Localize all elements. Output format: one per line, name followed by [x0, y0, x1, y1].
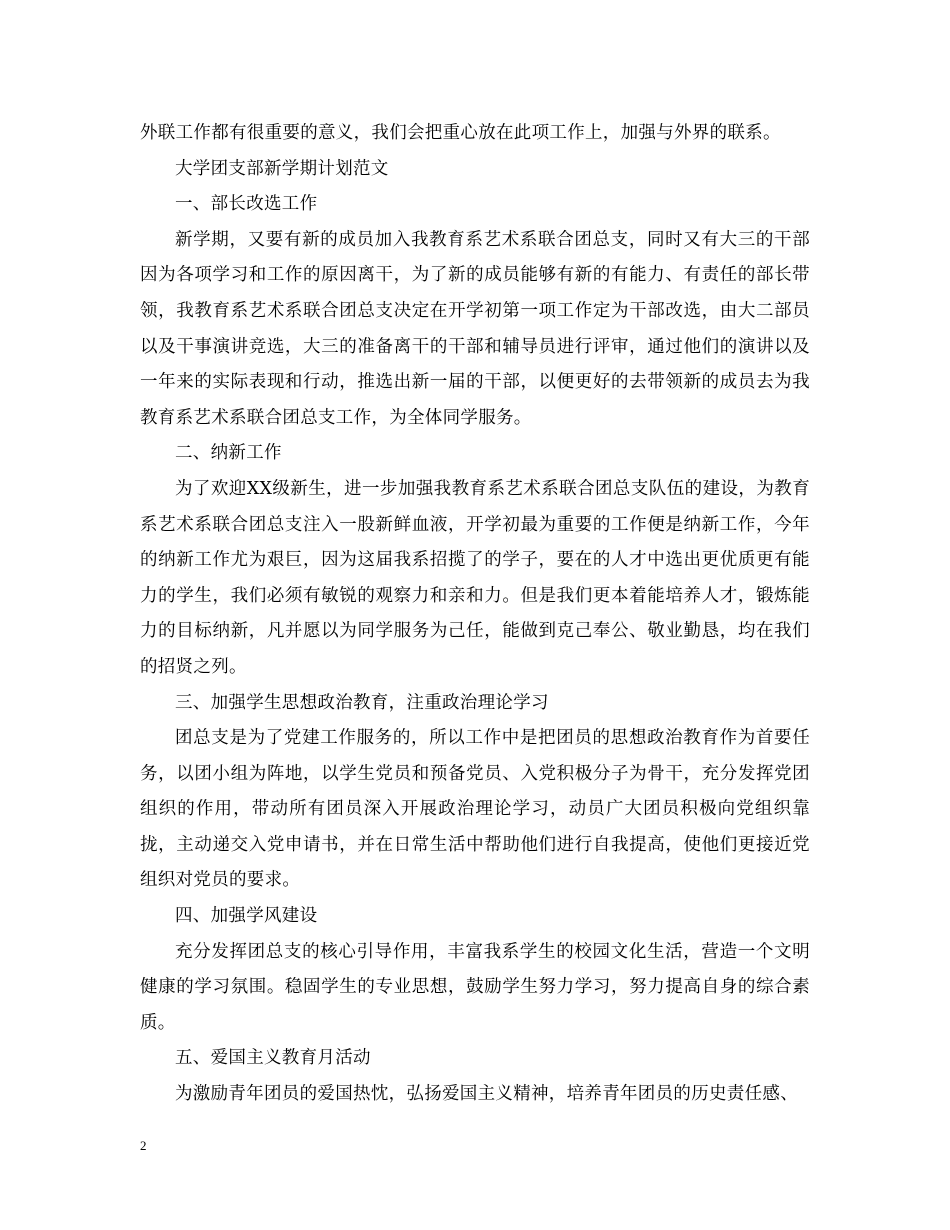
section-body-3: 团总支是为了党建工作服务的，所以工作中是把团员的思想政治教育作为首要任务，以团小组为阵地，以学生党员和预备党员、入党积极分子为骨干，充分发挥党团组织的作用，带动所有团员深入开展政治理论学习，动员广大团员积极向党组织靠拢，主动递交入党申请书，并在日常生活中帮助他们进行自我提高，使他们更接近党组织对党员的要求。 — [140, 728, 810, 891]
section-heading-1: 一、部长改选工作 — [175, 194, 318, 215]
section-heading-5: 五、爱国主义教育月活动 — [175, 1048, 371, 1069]
section-body-2: 为了欢迎XX级新生，进一步加强我教育系艺术系联合团总支队伍的建设，为教育系艺术系联合团总支注入一股新鲜血液，开学初最为重要的工作便是纳新工作，今年的纳新工作尤为艰巨，因为这届我系招揽了的学子，要在的人才中选出更优质更有能力的学生，我们必须有敏锐的观察力和亲和力。但是我们更本着能培养人才，锻炼能力的目标纳新，凡并愿以为同学服务为己任，能做到克己奉公、敬业勤恳，均在我们的招贤之列。 — [140, 478, 810, 677]
document-title: 大学团支部新学期计划范文 — [175, 158, 389, 179]
section-body-5: 为激励青年团员的爱国热忱，弘扬爱国主义精神，培养青年团员的历史责任感、 — [175, 1084, 798, 1105]
paragraph-continuation: 外联工作都有很重要的意义，我们会把重心放在此项工作上，加强与外界的联系。 — [140, 123, 781, 143]
page-number: 2 — [140, 1138, 147, 1153]
section-body-4: 充分发挥团总支的核心引导作用，丰富我系学生的校园文化生活，营造一个文明健康的学习氛围。稳固学生的专业思想，鼓励学生努力学习，努力提高自身的综合素质。 — [140, 941, 810, 1033]
section-heading-4: 四、加强学风建设 — [175, 906, 318, 927]
section-body-1: 新学期，又要有新的成员加入我教育系艺术系联合团总支，同时又有大三的干部因为各项学习和工作的原因离干，为了新的成员能够有新的有能力、有责任的部长带领，我教育系艺术系联合团总支决定在开学初第一项工作定为干部改选，由大二部员以及干事演讲竞选，大三的准备离干的干部和辅导员进行评审，通过他们的演讲以及一年来的实际表现和行动，推选出新一届的干部，以便更好的去带领新的成员去为我教育系艺术系联合团总支工作，为全体同学服务。 — [140, 229, 810, 428]
document-body — [140, 116, 810, 1113]
section-heading-2: 二、纳新工作 — [175, 443, 282, 464]
section-heading-3: 三、加强学生思想政治教育，注重政治理论学习 — [175, 692, 549, 713]
